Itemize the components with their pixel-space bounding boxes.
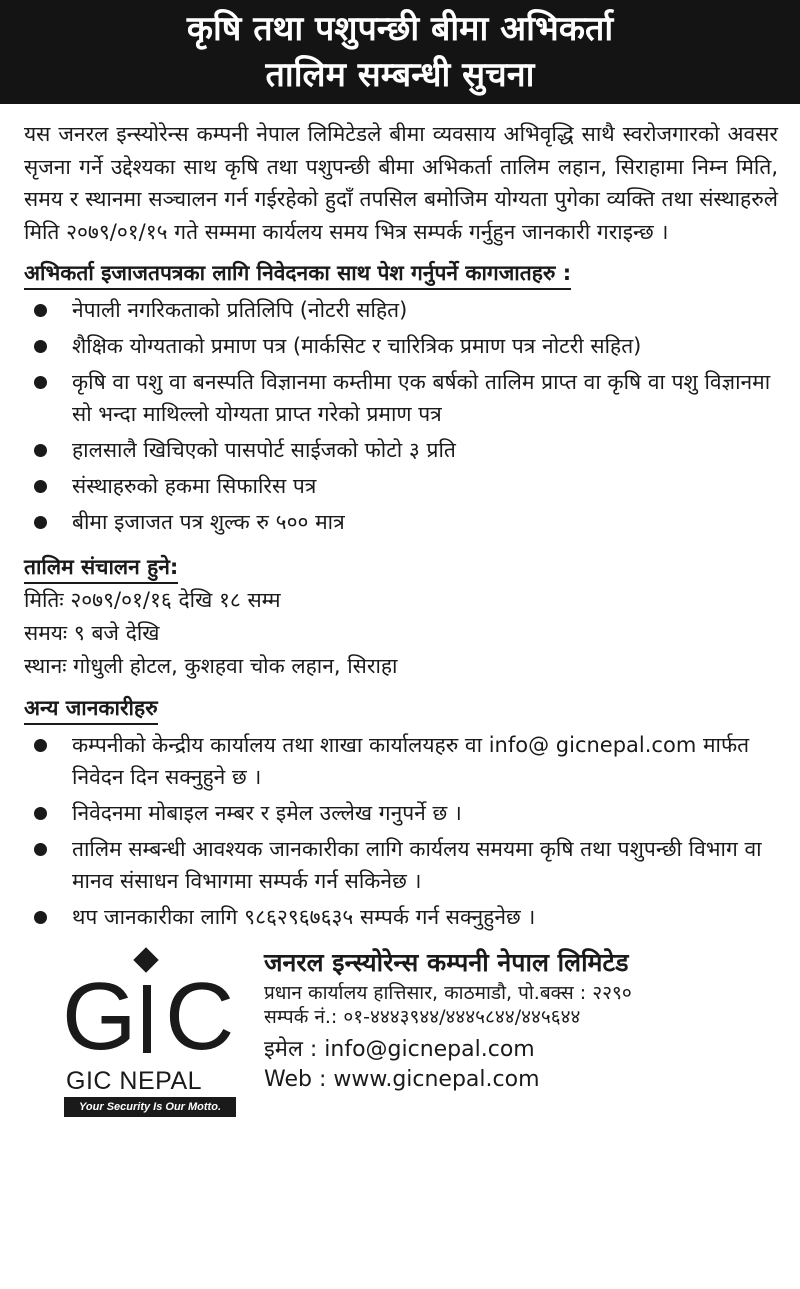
company-address: प्रधान कार्यालय हात्तिसार, काठमाडौ, पो.बक्स : २२९० — [264, 982, 632, 1004]
list-item — [24, 470, 778, 502]
header-title-line2: तालिम सम्बन्धी सुचना — [265, 55, 535, 95]
other-info-list — [24, 729, 778, 933]
list-item-text: कम्पनीको केन्द्रीय कार्यालय तथा शाखा कार्यालयहरु वा info@ gicnepal.com मार्फत निवेदन दिन सक्नुहुने छ । — [72, 733, 750, 789]
logo-tagline: Your Security Is Our Motto. — [64, 1097, 236, 1117]
notice-body — [0, 118, 800, 1125]
list-item — [24, 797, 778, 829]
company-name: जनरल इन्स्योरेन्स कम्पनी नेपाल लिमिटेड — [264, 948, 629, 977]
list-item-text: हालसालै खिचिएको पासपोर्ट साईजको फोटो ३ प्रति — [72, 438, 456, 462]
notice-header — [0, 0, 800, 104]
bullet-icon — [34, 843, 47, 856]
logo-letter-c: C — [165, 963, 235, 1070]
bullet-icon — [34, 340, 47, 353]
list-item — [24, 330, 778, 362]
documents-list — [24, 294, 778, 538]
bullet-icon — [34, 480, 47, 493]
list-item-text: कृषि वा पशु वा बनस्पति विज्ञानमा कम्तीमा एक बर्षको तालिम प्राप्त वा कृषि वा पशु विज्ञानमा सो भन्दा माथिल्लो योग्यता प्राप्त गरेको प्रमाण पत्र — [72, 370, 771, 426]
training-time: समयः ९ बजे देखि — [24, 621, 160, 645]
bullet-icon — [34, 444, 47, 457]
company-phone: सम्पर्क नं.: ०१-४४४३९४४/४४४५८४४/४४५६४४ — [264, 1006, 581, 1028]
company-web: Web : www.gicnepal.com — [264, 1067, 540, 1092]
list-item-text: थप जानकारीका लागि ९८६२९६७६३५ सम्पर्क गर्न सक्नुहुनेछ । — [72, 905, 536, 929]
logo-letter-i — [143, 985, 151, 1053]
list-item-text: तालिम सम्बन्धी आवश्यक जानकारीका लागि कार्यलय समयमा कृषि तथा पशुपन्छी विभाग वा मानव संसाधन विभागमा सम्पर्क गर्न सकिनेछ । — [72, 837, 762, 893]
list-item — [24, 901, 778, 933]
logo-letter-g: G — [62, 963, 137, 1070]
intro-paragraph: यस जनरल इन्स्योरेन्स कम्पनी नेपाल लिमिटेडले बीमा व्यवसाय अभिवृद्धि साथै स्वरोजगारको अवसर सृजना गर्ने उद्देश्यका साथ कृषि तथा पशुपन्छी बीमा अभिकर्ता तालिम लहान, सिराहामा निम्न मिति, समय र स्थानमा सञ्चालन गर्न गईरहेको हुदाँ तपसिल बमोजिम योग्यता पुगेका व्यक्ति तथा संस्थाहरुले मिति २०७९/०१/१५ गते सम्ममा कार्यलय समय भित्र सम्पर्क गर्नुहुन जानकारी गराइन्छ । — [24, 122, 778, 244]
list-item — [24, 366, 778, 430]
gic-logo — [62, 945, 242, 1121]
other-info-heading: अन्य जानकारीहरु — [24, 693, 158, 725]
footer — [24, 945, 778, 1125]
list-item — [24, 506, 778, 538]
bullet-icon — [34, 304, 47, 317]
list-item — [24, 294, 778, 326]
training-venue: स्थानः गोधुली होटल, कुशहवा चोक लहान, सिराहा — [24, 654, 398, 678]
bullet-icon — [34, 739, 47, 752]
logo-name: GIC NEPAL — [66, 1067, 203, 1095]
training-date: मितिः २०७९/०१/१६ देखि १८ सम्म — [24, 588, 281, 612]
training-heading: तालिम संचालन हुने: — [24, 552, 178, 584]
list-item-text: नेपाली नगरिकताको प्रतिलिपि (नोटरी सहित) — [72, 298, 408, 322]
list-item-text: संस्थाहरुको हकमा सिफारिस पत्र — [72, 474, 317, 498]
list-item — [24, 434, 778, 466]
bullet-icon — [34, 516, 47, 529]
list-item-text: निवेदनमा मोबाइल नम्बर र इमेल उल्लेख गनुपर्ने छ । — [72, 801, 462, 825]
bullet-icon — [34, 911, 47, 924]
diamond-icon — [133, 947, 158, 972]
list-item-text: शैक्षिक योग्यताको प्रमाण पत्र (मार्कसिट र चारित्रिक प्रमाण पत्र नोटरी सहित) — [72, 334, 642, 358]
company-info — [264, 945, 800, 1095]
list-item — [24, 833, 778, 897]
company-email: इमेल : info@gicnepal.com — [264, 1037, 535, 1062]
header-title-line1: कृषि तथा पशुपन्छी बीमा अभिकर्ता — [186, 9, 614, 49]
documents-heading: अभिकर्ता इजाजतपत्रका लागि निवेदनका साथ पेश गर्नुपर्ने कागजातहरु : — [24, 258, 571, 290]
bullet-icon — [34, 807, 47, 820]
list-item — [24, 729, 778, 793]
bullet-icon — [34, 376, 47, 389]
list-item-text: बीमा इजाजत पत्र शुल्क रु ५०० मात्र — [72, 510, 345, 534]
